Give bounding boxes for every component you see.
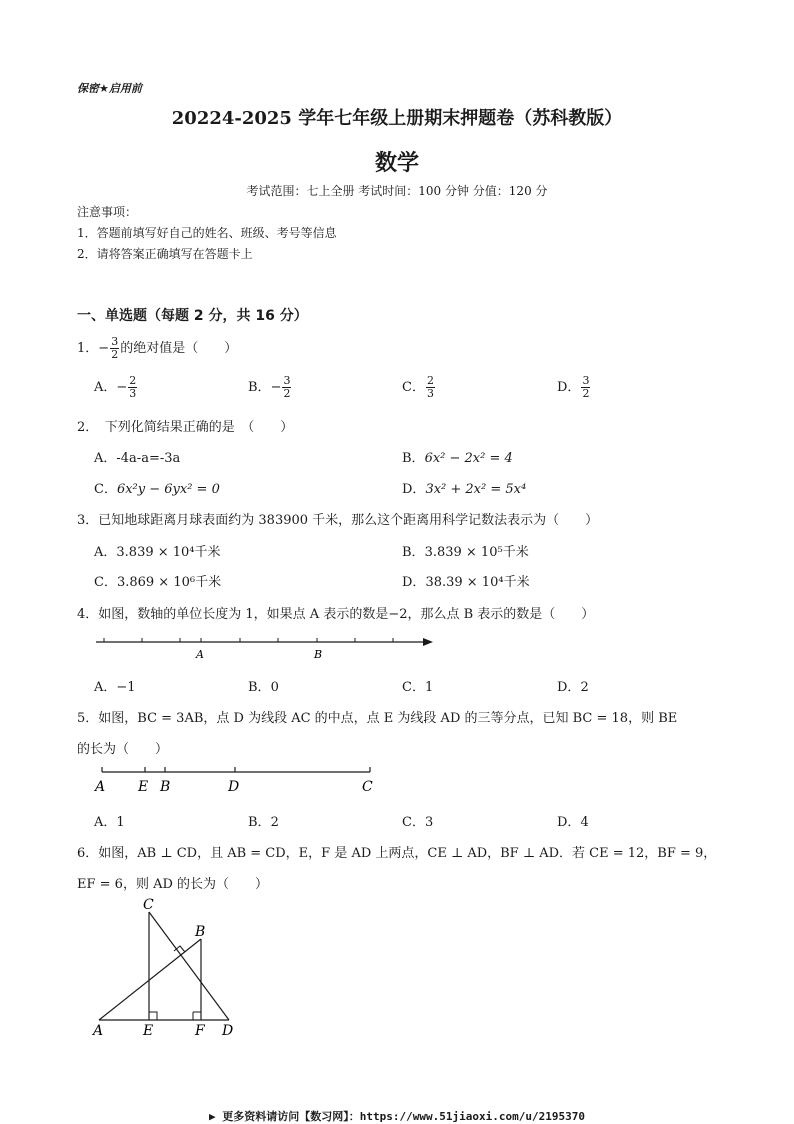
question-3-option-c[interactable]: C．3.869 × 10⁶千米 — [94, 575, 222, 590]
point-d-label: D — [222, 1023, 234, 1039]
number-line-arrow — [423, 638, 433, 646]
question-6-stem-line2: EF = 6，则 AD 的长为（ ） — [77, 877, 269, 892]
notice-item-2: 2．请将答案正确填写在答题卡上 — [77, 247, 253, 261]
question-4-option-c[interactable]: C．1 — [402, 680, 434, 695]
notice-item-1: 1．答题前填写好自己的姓名、班级、考号等信息 — [77, 226, 337, 240]
question-4-option-b[interactable]: B．0 — [248, 680, 279, 695]
question-5-stem-line2: 的长为（ ） — [77, 742, 169, 757]
triangle-figure — [85, 895, 255, 1040]
point-a-label: A — [95, 779, 106, 795]
question-1-stem: 1．− $\frac{3}{2}$ 的绝对值是（ ） — [77, 335, 238, 361]
right-angle-e — [149, 1012, 157, 1020]
question-2-option-c[interactable]: C．6x²y − 6yx² = 0 — [94, 482, 220, 497]
question-5-option-a[interactable]: A．1 — [94, 815, 125, 830]
question-3-option-a[interactable]: A．3.839 × 10⁴千米 — [94, 545, 221, 560]
question-1-option-c[interactable]: C． $\frac{2}{3}$ — [402, 374, 434, 400]
point-c-label: C — [362, 779, 373, 795]
line-ab — [99, 939, 201, 1020]
point-b-label: B — [314, 648, 323, 661]
confidential-mark: 保密★启用前 — [77, 82, 142, 95]
question-5-option-b[interactable]: B．2 — [248, 815, 279, 830]
question-4-stem: 4．如图，数轴的单位长度为 1，如果点 A 表示的数是−2，那么点 B 表示的数是（ ） — [77, 607, 595, 622]
question-6-stem-line1: 6．如图，AB ⊥ CD，且 AB = CD，E，F 是 AD 上两点，CE ⊥ AD，BF ⊥ AD．若 CE = 12，BF = 9， — [77, 846, 717, 861]
point-f-label: F — [195, 1023, 205, 1039]
exam-title: 20224-2025 学年七年级上册期末押题卷（苏科教版） — [171, 108, 623, 129]
question-5-stem-line1: 5．如图，BC = 3AB，点 D 为线段 AC 的中点，点 E 为线段 AD 的三等分点，已知 BC = 18，则 BE — [77, 711, 678, 726]
subject-title: 数学 — [374, 151, 419, 176]
number-line-figure — [90, 630, 440, 662]
point-e-label: E — [138, 779, 149, 795]
question-4-option-a[interactable]: A．−1 — [94, 680, 136, 695]
point-d-label: D — [228, 779, 240, 795]
point-c-label: C — [143, 897, 154, 913]
question-5-option-d[interactable]: D．4 — [557, 815, 589, 830]
point-a-label: A — [196, 648, 204, 661]
point-b-label: B — [160, 779, 171, 795]
exam-info: 考试范围：七上全册 考试时间：100 分钟 分值：120 分 — [246, 184, 548, 198]
segment-figure — [90, 762, 390, 796]
question-1-option-b[interactable]: B．− $\frac{3}{2}$ — [248, 374, 291, 400]
question-1-option-d[interactable]: D． $\frac{3}{2}$ — [557, 374, 590, 400]
question-2-option-a[interactable]: A．-4a-a=-3a — [94, 451, 181, 466]
question-2-stem: 2． 下列化简结果正确的是 （ ） — [77, 420, 294, 435]
section-title-single-choice: 一、单选题（每题 2 分，共 16 分） — [77, 308, 308, 324]
right-angle-ab-cd — [174, 946, 185, 952]
question-4-option-d[interactable]: D．2 — [557, 680, 589, 695]
point-a-label: A — [93, 1023, 104, 1039]
point-e-label: E — [143, 1023, 154, 1039]
line-cd — [149, 912, 229, 1020]
question-1-option-a[interactable]: A．− $\frac{2}{3}$ — [94, 374, 137, 400]
footer-link[interactable]: ▶ 更多资料请访问【数习网】：https://www.51jiaoxi.com/u/2195370 — [209, 1110, 585, 1123]
point-b-label: B — [195, 924, 206, 940]
question-5-option-c[interactable]: C．3 — [402, 815, 434, 830]
question-3-stem: 3．已知地球距离月球表面约为 383900 千米，那么这个距离用科学记数法表示为（ ） — [77, 513, 599, 528]
question-2-option-b[interactable]: B．6x² − 2x² = 4 — [402, 451, 513, 466]
question-3-option-d[interactable]: D．38.39 × 10⁴千米 — [402, 575, 530, 590]
question-3-option-b[interactable]: B．3.839 × 10⁵千米 — [402, 545, 529, 560]
question-2-option-d[interactable]: D．3x² + 2x² = 5x⁴ — [402, 482, 527, 497]
notice-heading: 注意事项： — [77, 205, 138, 219]
